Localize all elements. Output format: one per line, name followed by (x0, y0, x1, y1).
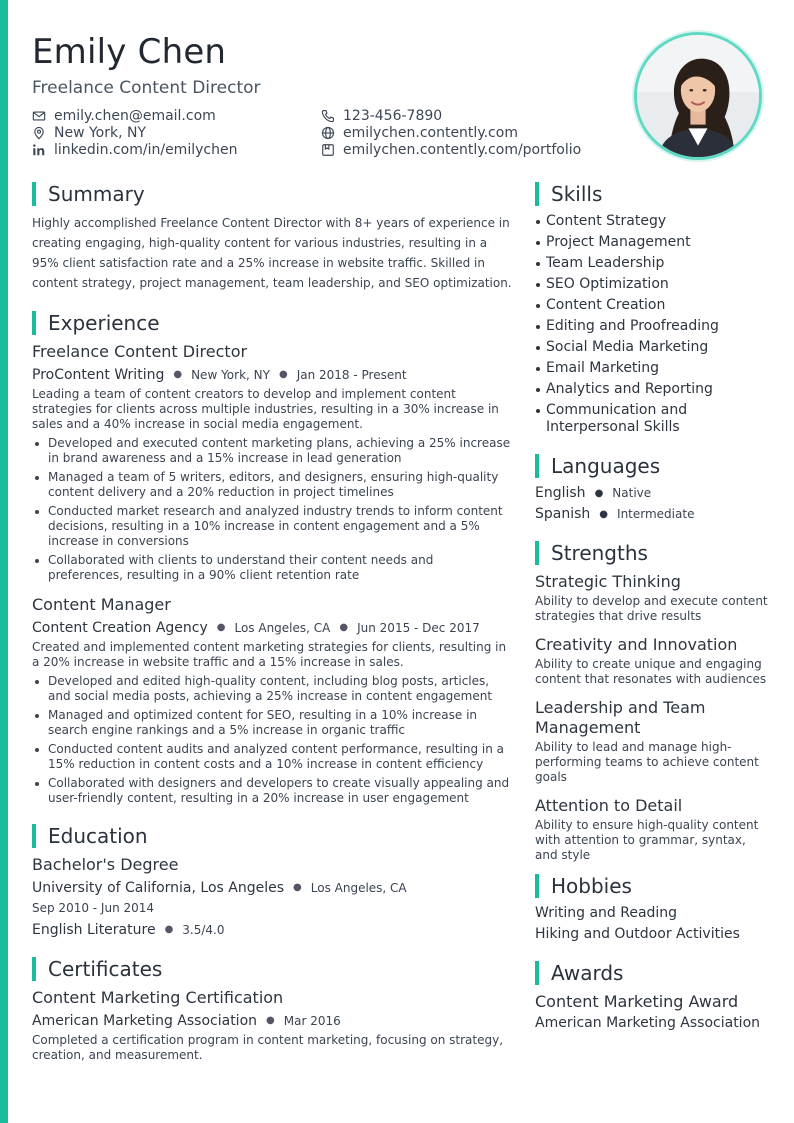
school-location: Los Angeles, CA (310, 881, 407, 895)
contact-location: New York, NY (32, 124, 146, 142)
skill-item: Project Management (535, 234, 770, 251)
section-accent (535, 874, 539, 898)
right-column (535, 182, 770, 1036)
section-heading: Summary (48, 182, 145, 206)
skill-item: Content Strategy (535, 213, 770, 230)
certificate-meta: American Marketing Association ● Mar 2016 (32, 1013, 341, 1029)
section-accent (32, 182, 36, 206)
education-section (32, 824, 512, 939)
section-accent (32, 957, 36, 981)
certificates-section (32, 957, 512, 1063)
strength-title: Creativity and Innovation (535, 635, 738, 654)
section-heading: Certificates (48, 957, 163, 981)
strength-description: Ability to lead and manage high-performing teams to achieve content goals (535, 740, 759, 784)
experience-section (32, 311, 512, 806)
job-dates: Jun 2015 - Dec 2017 (357, 621, 480, 635)
award-issuer: American Marketing Association (535, 1015, 761, 1031)
contact-portfolio[interactable]: emilychen.contently.com/portfolio (321, 141, 581, 159)
education-meta: University of California, Los Angeles ● Los Angeles, CA (32, 880, 407, 896)
certificate-date: Mar 2016 (283, 1014, 341, 1028)
job-meta: ProContent Writing ● New York, NY ● Jan 2018 - Present (32, 367, 407, 383)
section-accent (535, 541, 539, 565)
field-of-study: English Literature (32, 922, 156, 938)
job-description: Created and implemented content marketing strategies for clients, resulting in a 20% increase in website traffic and a 15% increase in sales. (32, 640, 507, 669)
job-description: Leading a team of content creators to develop and implement content strategies for clients across multiple industries, resulting in a 30% increase in sales and a 40% increase in social media engagement. (32, 387, 499, 431)
school: University of California, Los Angeles (32, 880, 285, 896)
language-item: Spanish ● Intermediate (535, 506, 695, 522)
section-heading: Skills (551, 182, 603, 206)
list-item: Managed a team of 5 writers, editors, and designers, ensuring high-quality content delivery and a 20% reduction in project timelines (32, 470, 512, 500)
section-heading: Hobbies (551, 874, 632, 898)
list-item: Conducted content audits and analyzed content performance, resulting in a 15% reduction in content costs and a 10% increase in content efficiency (32, 742, 512, 772)
language-name: Spanish (535, 506, 591, 522)
candidate-name: Emily Chen (32, 32, 227, 72)
award-name: Content Marketing Award (535, 992, 739, 1011)
profile-photo-illustration (637, 35, 759, 157)
certificate-name: Content Marketing Certification (32, 988, 284, 1007)
language-level: Native (612, 486, 652, 500)
languages-section (535, 454, 770, 523)
profile-photo (634, 32, 762, 160)
education-field-meta: English Literature ● 3.5/4.0 (32, 922, 225, 938)
job-location: New York, NY (191, 368, 270, 382)
globe-icon (321, 126, 335, 140)
skill-item: Analytics and Reporting (535, 381, 770, 398)
left-column (32, 182, 512, 1063)
gpa: 3.5/4.0 (182, 923, 225, 937)
phone-icon (321, 109, 335, 123)
skill-item: Communication and Interpersonal Skills (535, 402, 770, 436)
job-company: ProContent Writing (32, 367, 165, 383)
portfolio-icon (321, 143, 335, 157)
section-heading: Strengths (551, 541, 648, 565)
contact-phone[interactable]: 123-456-7890 (321, 107, 442, 125)
section-heading: Experience (48, 311, 160, 335)
section-accent (535, 454, 539, 478)
list-item: Collaborated with designers and developers to create visually appealing and user-friendly content, resulting in a 20% increase in user engagement (32, 776, 512, 806)
list-item: Conducted market research and analyzed industry trends to inform content decisions, resulting in a 10% increase in content engagement and a 5% increase in conversions (32, 504, 512, 549)
skill-item: SEO Optimization (535, 276, 770, 293)
certificate-issuer: American Marketing Association (32, 1013, 258, 1029)
contact-linkedin[interactable]: linkedin.com/in/emilychen (32, 141, 237, 159)
summary-section (32, 182, 512, 293)
list-item: Developed and executed content marketing plans, achieving a 25% increase in brand awareness and a 15% increase in lead generation (32, 436, 512, 466)
certificate-description: Completed a certification program in content marketing, focusing on strategy, creation, and measurement. (32, 1033, 504, 1062)
education-dates: Sep 2010 - Jun 2014 (32, 901, 155, 915)
strength-title: Attention to Detail (535, 796, 683, 815)
list-item: Developed and edited high-quality content, including blog posts, articles, and social media posts, achieving a 25% increase in content engagement (32, 674, 512, 704)
section-heading: Languages (551, 454, 661, 478)
skill-item: Team Leadership (535, 255, 770, 272)
strengths-section (535, 541, 770, 863)
strength-description: Ability to create unique and engaging content that resonates with audiences (535, 657, 767, 686)
hobbies-section (535, 874, 770, 943)
linkedin-icon (32, 143, 46, 157)
section-accent (535, 961, 539, 985)
section-accent (535, 182, 539, 206)
skill-item: Editing and Proofreading (535, 318, 770, 335)
mail-icon (32, 109, 46, 123)
skill-item: Email Marketing (535, 360, 770, 377)
job-location: Los Angeles, CA (234, 621, 331, 635)
strength-title: Strategic Thinking (535, 572, 681, 591)
section-accent (32, 824, 36, 848)
job-entry (32, 342, 512, 583)
list-item: Managed and optimized content for SEO, resulting in a 10% increase in search engine rankings and a 5% increase in organic traffic (32, 708, 512, 738)
degree: Bachelor's Degree (32, 855, 179, 874)
skill-item: Content Creation (535, 297, 770, 314)
job-bullets (32, 436, 512, 583)
job-dates: Jan 2018 - Present (296, 368, 407, 382)
language-item: English ● Native (535, 485, 652, 501)
hobby-item: Writing and Reading (535, 905, 678, 921)
language-level: Intermediate (617, 507, 695, 521)
job-entry (32, 595, 512, 806)
accent-bar (0, 0, 8, 1123)
resume-header (32, 30, 632, 99)
language-name: English (535, 485, 586, 501)
job-title: Content Manager (32, 595, 171, 614)
contact-email[interactable]: emily.chen@email.com (32, 107, 216, 125)
contact-website[interactable]: emilychen.contently.com (321, 124, 518, 142)
awards-section (535, 961, 770, 1032)
section-heading: Education (48, 824, 148, 848)
section-heading: Awards (551, 961, 624, 985)
job-meta: Content Creation Agency ● Los Angeles, CA ● Jun 2015 - Dec 2017 (32, 620, 480, 636)
section-accent (32, 311, 36, 335)
skill-item: Social Media Marketing (535, 339, 770, 356)
strength-description: Ability to ensure high-quality content with attention to grammar, syntax, and style (535, 818, 759, 862)
job-company: Content Creation Agency (32, 620, 208, 636)
map-pin-icon (32, 126, 46, 140)
job-title: Freelance Content Director (32, 342, 248, 361)
hobby-item: Hiking and Outdoor Activities (535, 926, 740, 942)
strength-title: Leadership and Team Management (535, 698, 706, 737)
summary-text: Highly accomplished Freelance Content Director with 8+ years of experience in creating engaging, high-quality content for various industries, resulting in a 95% client satisfaction rate and a 25% increase in website traffic. Skilled in content strategy, project management, team leadership, and SEO optimization. (32, 216, 512, 290)
candidate-title: Freelance Content Director (32, 78, 261, 98)
skills-section (535, 182, 770, 436)
strength-description: Ability to develop and execute content strategies that drive results (535, 594, 768, 623)
list-item: Collaborated with clients to understand their content needs and preferences, resulting in a 90% client retention rate (32, 553, 512, 583)
job-bullets (32, 674, 512, 806)
